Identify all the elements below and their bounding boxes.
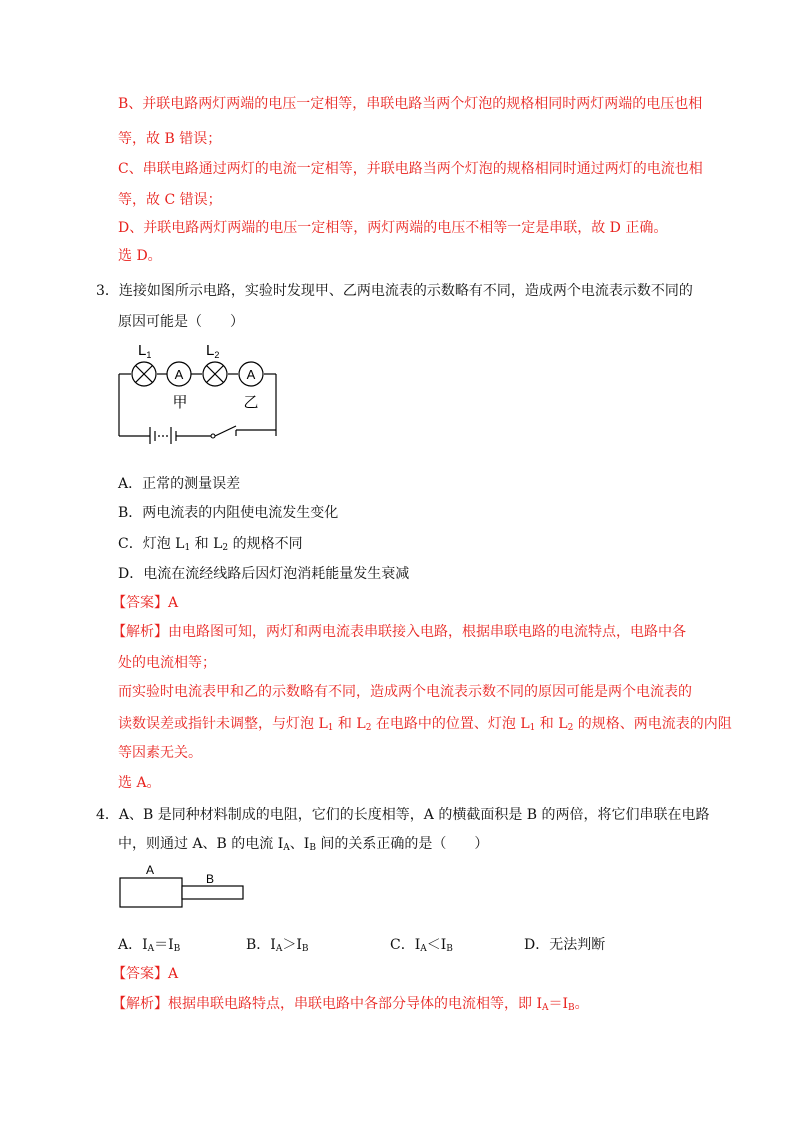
- q4-analysis: 【解析】根据串联电路特点，串联电路中各部分导体的电流相等，即 $I_A=I_B$。: [112, 996, 589, 1013]
- q3-option-d: D．电流在流经线路后因灯泡消耗能量发生衰减: [118, 566, 410, 582]
- ammeter-jia-icon: [167, 362, 191, 386]
- q3-select: 选 A。: [118, 775, 161, 791]
- q4-answer: 【答案】A: [112, 966, 179, 982]
- q3-stem: 3．连接如图所示电路，实验时发现甲、乙两电流表的示数略有不同，造成两个电流表示数不同的: [96, 283, 693, 299]
- resistor-diagram: [114, 862, 250, 912]
- explanation-line: 等，故 C 错误；: [118, 192, 222, 208]
- q3-analysis-line: 而实验时电流表甲和乙的示数略有不同，造成两个电流表示数不同的原因可能是两个电流表的: [118, 684, 692, 700]
- q3-analysis-line: 读数误差或指针未调整，与灯泡 $L_1$ 和 $L_2$ 在电路中的位置、灯泡 $L_1$ 和 $L_2$ 的规格、两电流表的内阻: [118, 716, 732, 733]
- q3-analysis-line: 等因素无关。: [118, 745, 202, 761]
- q3-analysis-line: 处的电流相等；: [118, 655, 216, 671]
- explanation-line: 等，故 B 错误；: [118, 131, 222, 147]
- explanation-line: B、并联电路两灯两端的电压一定相等，串联电路当两个灯泡的规格相同时两灯两端的电压也相: [118, 96, 703, 112]
- switch-contact: [211, 434, 215, 438]
- label-b: B: [206, 872, 215, 886]
- q4-option-c: C．$I_A<I_B$: [390, 937, 453, 954]
- q3-option-b: B．两电流表的内阻使电流发生变化: [118, 505, 339, 521]
- circuit-diagram: [112, 338, 284, 444]
- q3-answer: 【答案】A: [112, 595, 179, 611]
- q4-option-a: A．$I_A=I_B$: [118, 937, 181, 954]
- q3-option-c: C．灯泡 $L_1$ 和 $L_2$ 的规格不同: [118, 536, 303, 553]
- q4-option-b: B．$I_A>I_B$: [246, 937, 309, 954]
- label-yi: 乙: [243, 393, 259, 411]
- resistor-a: [120, 878, 182, 907]
- q3-stem-cont: 原因可能是（ ）: [118, 314, 244, 330]
- svg-text:A: A: [246, 367, 256, 382]
- q3-analysis: 【解析】由电路图可知，两灯和两电流表串联接入电路，根据串联电路的电流特点，电路中各: [112, 624, 686, 640]
- resistor-b: [182, 886, 243, 899]
- ammeter-yi-icon: [239, 362, 263, 386]
- q4-stem: 4．A、B 是同种材料制成的电阻，它们的长度相等，A 的横截面积是 B 的两倍，将它们串联在电路: [96, 807, 710, 823]
- q3-option-a: A．正常的测量误差: [118, 476, 241, 492]
- label-jia: 甲: [172, 393, 188, 411]
- svg-text:A: A: [174, 367, 184, 382]
- lamp-l2-icon: [203, 362, 227, 386]
- explanation-line: D、并联电路两灯两端的电压一定相等，两灯两端的电压不相等一定是串联，故 D 正确。: [118, 220, 668, 236]
- q4-option-d: D．无法判断: [524, 937, 606, 953]
- q4-stem-cont: 中，则通过 A、B 的电流 $I_A$、$I_B$ 间的关系正确的是（ ）: [118, 836, 489, 853]
- lamp-l1-icon: [132, 362, 156, 386]
- label-l1: $L_1$: [138, 342, 152, 360]
- explanation-line: C、串联电路通过两灯的电流一定相等，并联电路当两个灯泡的规格相同时通过两灯的电流也相: [118, 161, 703, 177]
- select-line: 选 D。: [118, 248, 162, 264]
- label-a: A: [146, 863, 155, 877]
- label-l2: $L_2$: [206, 342, 220, 360]
